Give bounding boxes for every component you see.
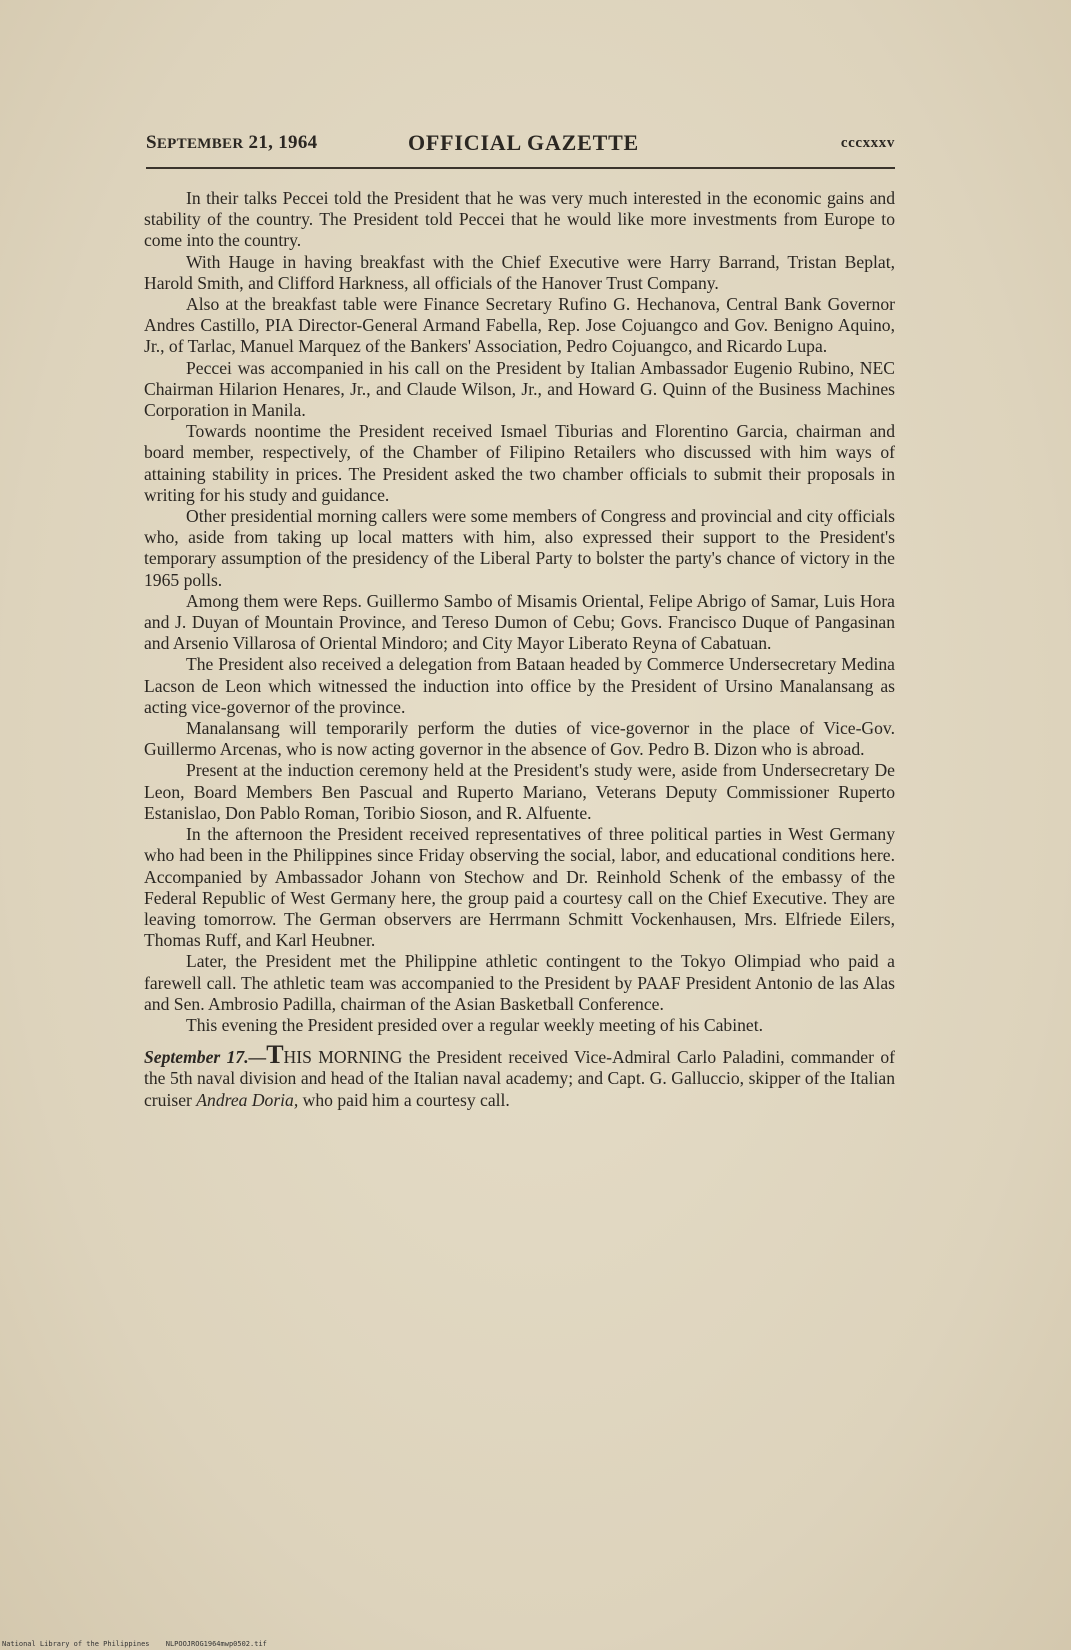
paragraph: Among them were Reps. Guillermo Sambo of Misamis Oriental, Felipe Abrigo of Samar, Luis Hora and J. Duyan of Mountain Province, and Tereso Dumon of Cebu; Govs. Francisco Duque of Pangasinan and Arsenio Villarosa of Oriental Mindoro; and City Mayor Liberato Reyna of Cabatuan. [144, 590, 895, 654]
paragraph: In their talks Peccei told the President that he was very much interested in the economic gains and stability of the country. The President told Peccei that he would like more investments from Europe to come into the country. [144, 188, 895, 251]
paragraph: With Hauge in having breakfast with the Chief Executive were Harry Barrand, Tristan Beplat, Harold Smith, and Clifford Harkness, all officials of the Hanover Trust Company. [144, 251, 895, 293]
header-date-day: 21, 1964 [248, 132, 318, 153]
header-date-rest: EPTEMBER [156, 136, 244, 152]
entry-text-start: HIS MORNING the President received Vice-Admiral Carlo Paladini, commander of the 5th naval division and head of the Italian naval academy; and Capt. G. Galluccio, skipper of the Italian cruiser [144, 1047, 895, 1110]
footer-file-id: NLPOOJROG1964mwp0502.tif [165, 1640, 267, 1648]
header-date [146, 132, 317, 154]
paragraph: This evening the President presided over a regular weekly meeting of his Cabinet. [186, 1014, 764, 1035]
article-body [144, 188, 895, 1111]
diary-entry [144, 1040, 895, 1111]
paragraph: Present at the induction ceremony held at the President's study were, aside from Undersecretary De Leon, Board Members Ben Pascual and Ruperto Mariano, Veterans Deputy Commissioner Ruperto Estanislao, Don Pablo Roman, Toribio Sioson, and R. Alfuente. [144, 760, 895, 823]
entry-text-end: who paid him a courtesy call. [298, 1089, 510, 1110]
paragraph: Peccei was accompanied in his call on the President by Italian Ambassador Eugenio Rubino, NEC Chairman Hilarion Henares, Jr., and Claude Wilson, Jr., and Howard G. Quinn of the Business Machines Corporation in Manila. [144, 357, 895, 421]
paragraph: Later, the President met the Philippine athletic contingent to the Tokyo Olimpiad who paid a farewell call. The athletic team was accompanied to the President by PAAF President Antonio de las Alas and Sen. Ambrosio Padilla, chairman of the Asian Basketball Conference. [144, 951, 895, 1014]
paragraph: Manalansang will temporarily perform the duties of vice-governor in the place of Vice-Gov. Guillermo Arcenas, who is now acting governor in the absence of Gov. Pedro B. Dizon who is abroad. [144, 718, 895, 760]
header-rule [146, 167, 895, 169]
ship-name: Andrea Doria, [196, 1089, 299, 1110]
page-number: cccxxxv [840, 135, 895, 151]
paragraph: In the afternoon the President received representatives of three political parties in West Germany who had been in the Philippines since Friday observing the social, labor, and educational conditions here. Accompanied by Ambassador Johann von Stechow and Dr. Reinhold Schenk of the embassy of the Federal Republic of West Germany here, the group paid a courtesy call on the Chief Executive. They are leaving tomorrow. The German observers are Herrmann Schmitt Vockenhausen, Mrs. Elfriede Eilers, Thomas Ruff, and Karl Heubner. [144, 824, 895, 951]
publication-title: OFFICIAL GAZETTE [408, 130, 640, 155]
drop-cap: T [266, 1040, 284, 1070]
header-date-initial: S [146, 132, 157, 153]
page-header [146, 132, 895, 156]
entry-dash: — [248, 1047, 267, 1068]
paragraph: The President also received a delegation from Bataan headed by Commerce Undersecretary Medina Lacson de Leon which witnessed the induction into office by the President of Ursino Manalansang as acting vice-governor of the province. [144, 654, 895, 717]
footer-library: National Library of the Philippines [2, 1640, 150, 1648]
paragraph: Towards noontime the President received Ismael Tiburias and Florentino Garcia, chairman and board member, respectively, of the Chamber of Filipino Retailers who discussed with him ways of attaining stability in prices. The President asked the two chamber officials to submit their proposals in writing for his study and guidance. [144, 421, 895, 505]
paragraph: Also at the breakfast table were Finance Secretary Rufino G. Hechanova, Central Bank Governor Andres Castillo, PIA Director-General Armand Fabella, Rep. Jose Cojuangco and Gov. Benigno Aquino, Jr., of Tarlac, Manuel Marquez of the Bankers' Association, Pedro Cojuangco, and Ricardo Lupa. [144, 294, 895, 357]
scan-footer [2, 1640, 279, 1648]
paragraph: Other presidential morning callers were some members of Congress and provincial and city officials who, aside from taking up local matters with him, also expressed their support to the President's temporary assumption of the presidency of the Liberal Party to bolster the party's chance of victory in the 1965 polls. [144, 506, 895, 590]
entry-date: September 17. [144, 1047, 249, 1068]
